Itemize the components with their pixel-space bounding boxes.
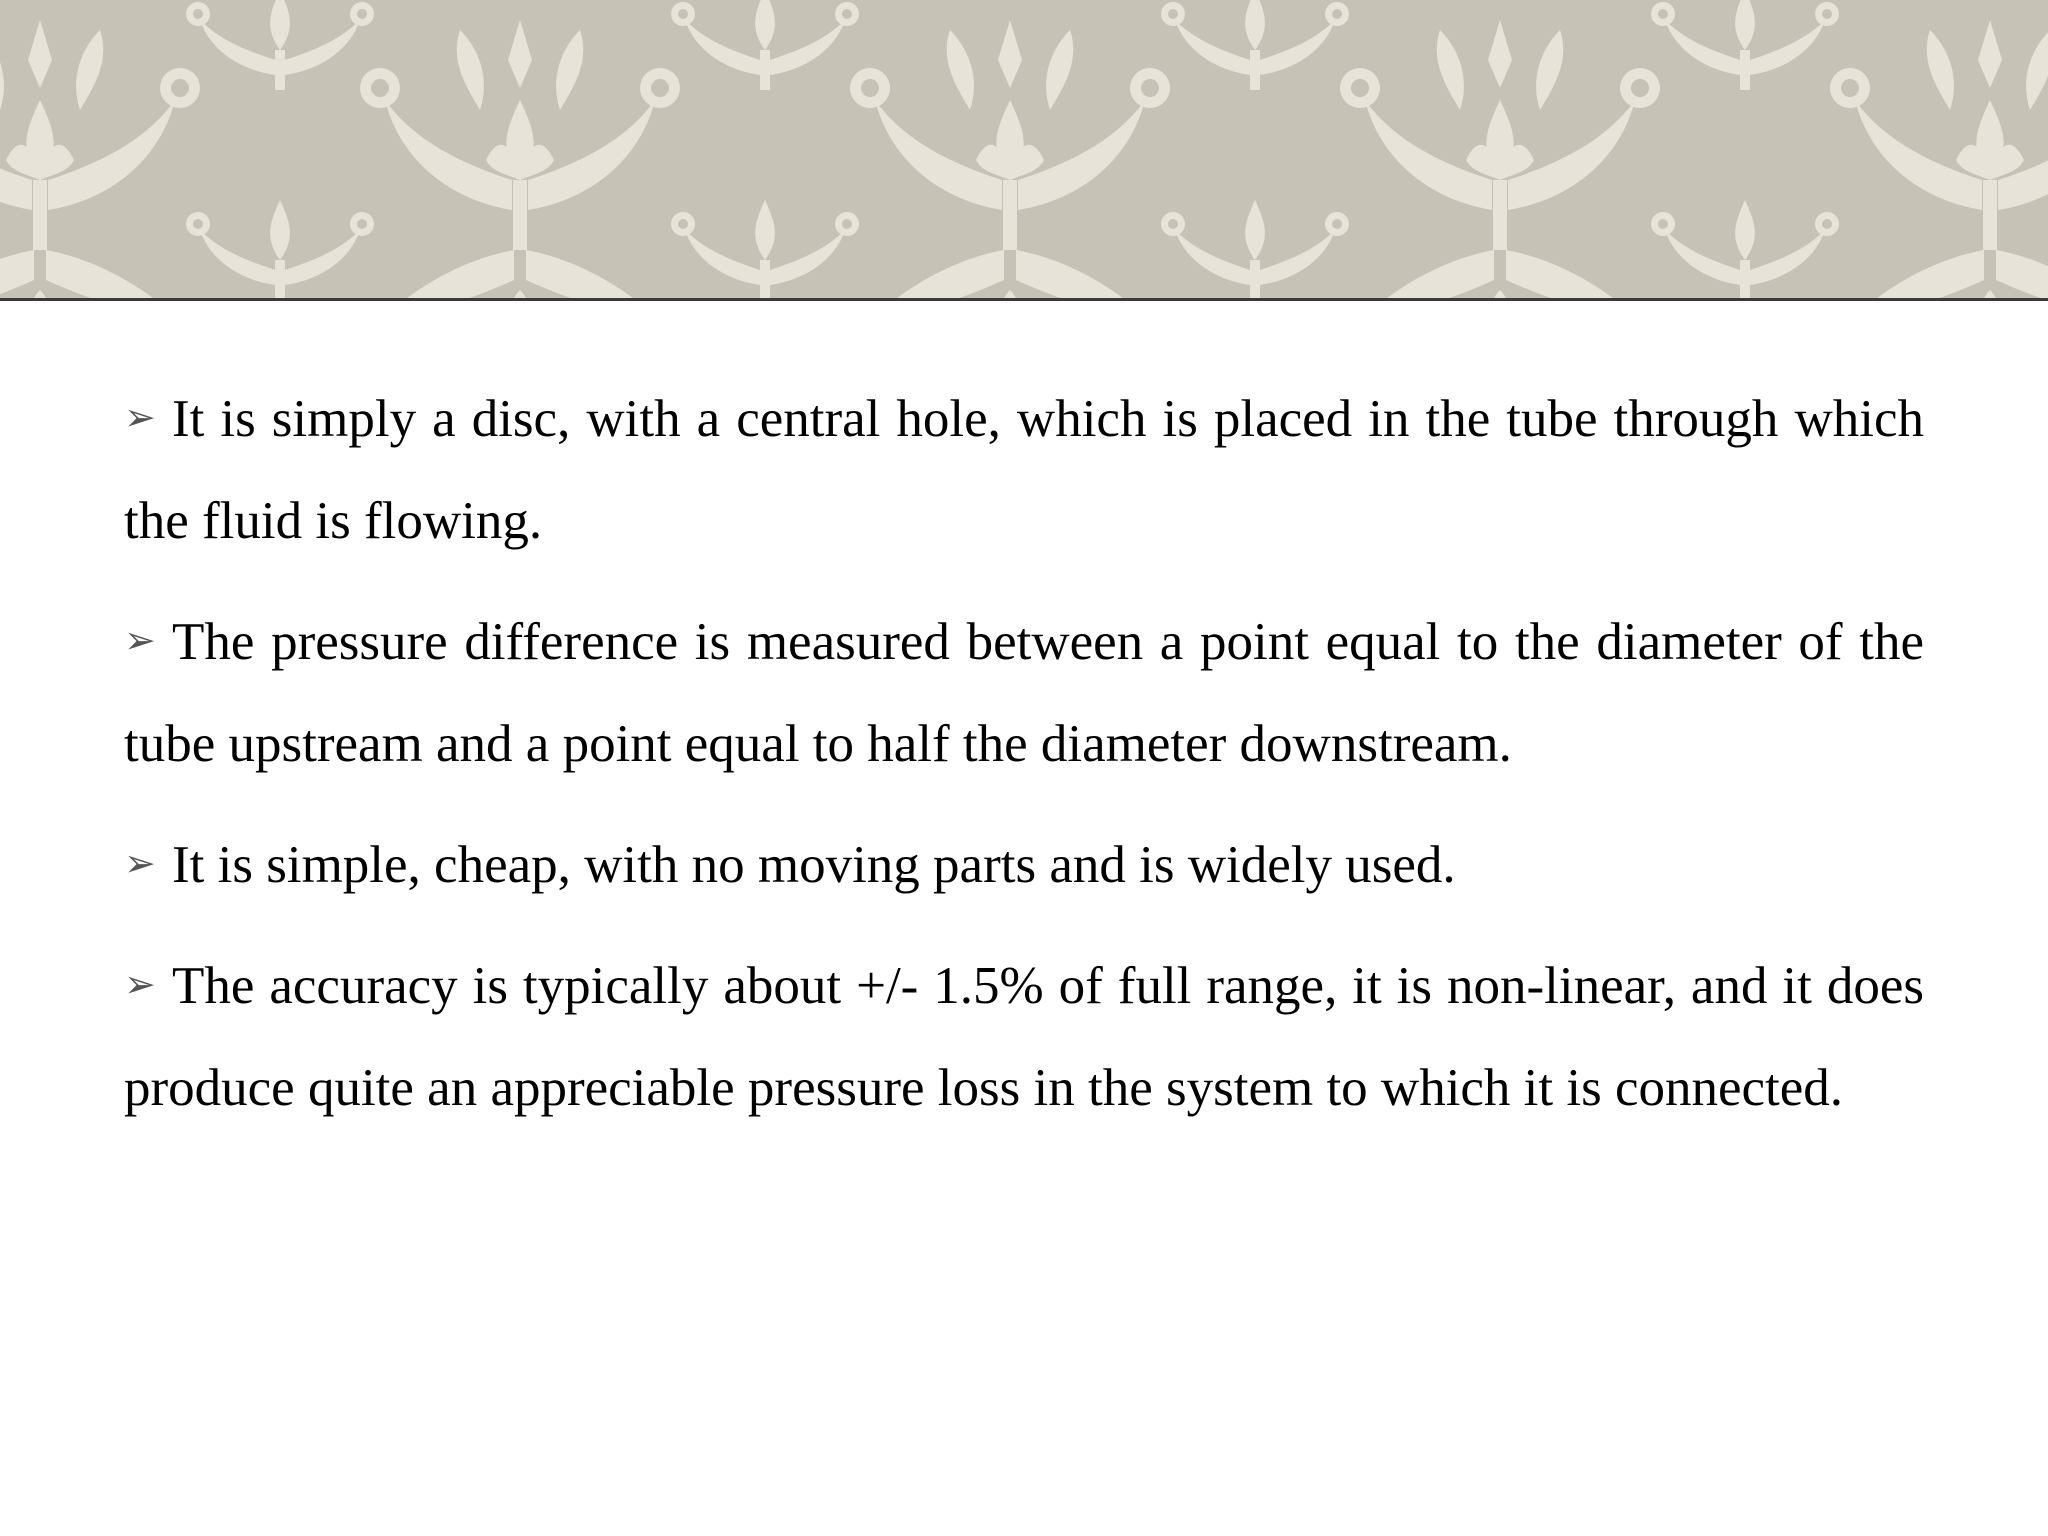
arrowhead-bullet-icon: ➢ (124, 395, 156, 439)
bullet-text: It is simply a disc, with a central hole, which is placed in the tube through which the fluid is flowing. (124, 390, 1924, 550)
arrowhead-bullet-icon: ➢ (124, 962, 156, 1006)
arrowhead-bullet-icon: ➢ (124, 618, 156, 662)
bullet-item (124, 366, 1924, 572)
bullet-item (124, 589, 1924, 795)
arrowhead-bullet-icon: ➢ (124, 841, 156, 885)
bullet-text: It is simple, cheap, with no moving parts and is widely used. (172, 836, 1456, 894)
header-divider (0, 298, 2048, 301)
bullet-list (124, 366, 1924, 1156)
damask-pattern (0, 0, 2048, 298)
bullet-item (124, 812, 1924, 916)
bullet-text: The accuracy is typically about +/- 1.5% of full range, it is non-linear, and it does produce quite an appreciable pressure loss in the system to which it is connected. (124, 957, 1924, 1117)
header-banner (0, 0, 2048, 298)
bullet-text: The pressure difference is measured between a point equal to the diameter of the tube upstream and a point equal to half the diameter downstream. (124, 613, 1924, 773)
bullet-item (124, 933, 1924, 1139)
